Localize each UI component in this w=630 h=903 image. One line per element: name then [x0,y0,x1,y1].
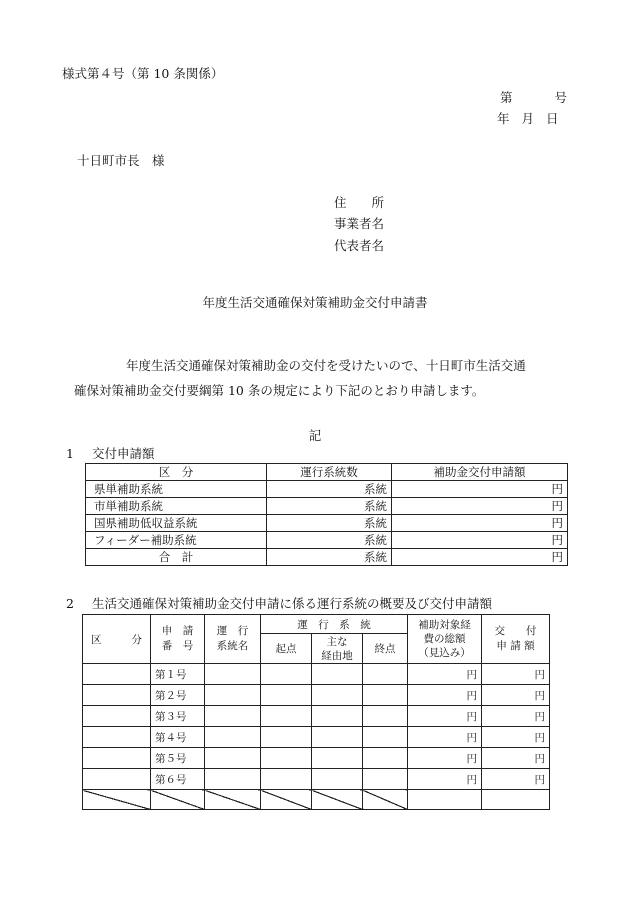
cell-cost: 円 [408,664,482,685]
number-suffix: 号 [554,90,568,105]
row-yen: 円 [392,515,568,532]
header-route-name-b: 系統名 [216,640,249,652]
header-grant-request-a: 交 付 [494,625,537,637]
route-summary-table [82,614,550,810]
header-via [312,634,363,664]
cell-category [83,748,151,769]
cell-route-name [205,769,261,790]
header-via-b: 経由地 [321,649,353,662]
cell-start [261,748,312,769]
table-row [86,481,568,498]
cell-application-no: 第６号 [151,769,205,790]
cell-end [363,664,408,685]
cell-grant: 円 [482,706,550,727]
table-row [83,769,550,790]
table-row [83,727,550,748]
total-grant-cell [482,790,550,810]
cell-start [261,664,312,685]
table-row [86,498,568,515]
cell-grant: 円 [482,727,550,748]
cell-end [363,769,408,790]
cell-application-no: 第３号 [151,706,205,727]
cell-route-name [205,727,261,748]
table-total-row [86,549,568,566]
header-application-no [151,615,205,664]
applicant-representative-label: 代表者名 [334,238,385,253]
total-unit: 系統 [267,549,392,566]
document-title: 年度生活交通確保対策補助金交付申請書 [202,295,428,310]
body-line-2: 確保対策補助金交付要綱第 10 条の規定により下記のとおり申請します。 [74,383,485,398]
ki-marker: 記 [308,428,322,443]
row-yen: 円 [392,532,568,549]
document-date [497,109,559,127]
table-row [86,515,568,532]
header-route-name [205,615,261,664]
header-eligible-cost-b: 費の総額 [423,633,466,645]
section1-number: 1 [66,446,74,461]
application-amount-table [85,463,568,566]
document-number [500,88,567,106]
cell-route-name [205,685,261,706]
cell-end [363,685,408,706]
header-start-point: 起点 [261,634,312,664]
header-category-a: 区 [91,633,102,646]
applicant-address-label: 住 所 [334,195,385,210]
cell-grant: 円 [482,769,550,790]
header-via-a: 主な [326,635,348,648]
table-diagonal-row [83,790,550,810]
cell-via [312,664,363,685]
diagonal-cell [205,790,261,810]
cell-via [312,748,363,769]
section2-heading [66,594,492,612]
cell-application-no: 第５号 [151,748,205,769]
row-unit: 系統 [267,515,392,532]
cell-category [83,706,151,727]
cell-cost: 円 [408,748,482,769]
table-header-row [83,615,550,634]
cell-start [261,769,312,790]
cell-category [83,727,151,748]
header-eligible-cost [408,615,482,664]
cell-category [83,685,151,706]
date-month: 月 [521,111,535,126]
cell-end [363,727,408,748]
body-line-1: 年度生活交通確保対策補助金の交付を受けたいので、十日町市生活交通 [126,358,526,373]
diagonal-cell [83,790,151,810]
cell-via [312,769,363,790]
cell-cost: 円 [408,769,482,790]
cell-cost: 円 [408,706,482,727]
cell-application-no: 第２号 [151,685,205,706]
cell-via [312,685,363,706]
header-eligible-cost-a: 補助対象経 [418,619,471,631]
cell-grant: 円 [482,685,550,706]
header-grant-amount: 補助金交付申請額 [392,464,568,481]
section2-title: 生活交通確保対策補助金交付申請に係る運行系統の概要及び交付申請額 [91,596,492,611]
diagonal-cell [312,790,363,810]
table-row [83,685,550,706]
total-cost-cell [408,790,482,810]
number-prefix: 第 [500,90,513,105]
header-category [83,615,151,664]
header-application-no-b: 番 号 [161,640,194,652]
header-application-no-a: 申 請 [161,625,194,637]
header-operation-route: 運 行 系 統 [261,615,408,634]
header-grant-request-b: 申 請 額 [496,640,535,652]
total-yen: 円 [392,549,568,566]
header-category: 区 分 [86,464,267,481]
diagonal-cell [363,790,408,810]
header-end-point: 終点 [363,634,408,664]
section2-number: 2 [66,596,74,611]
header-route-count: 運行系統数 [267,464,392,481]
row-label: 県単補助系統 [86,481,267,498]
header-category-b: 分 [131,633,142,646]
row-label: フィーダー補助系統 [86,532,267,549]
section1-heading [66,444,154,462]
table-row [83,706,550,727]
cell-start [261,706,312,727]
header-route-name-a: 運 行 [216,625,249,637]
section1-title: 交付申請額 [91,446,155,461]
table-row [83,664,550,685]
applicant-business-label: 事業者名 [334,216,385,231]
cell-route-name [205,748,261,769]
cell-category [83,769,151,790]
cell-start [261,685,312,706]
cell-grant: 円 [482,664,550,685]
row-label: 市単補助系統 [86,498,267,515]
cell-route-name [205,664,261,685]
cell-end [363,706,408,727]
cell-end [363,748,408,769]
row-unit: 系統 [267,532,392,549]
cell-application-no: 第１号 [151,664,205,685]
form-number: 様式第４号（第 10 条関係） [62,66,224,81]
body-text [74,353,584,403]
cell-start [261,727,312,748]
cell-cost: 円 [408,685,482,706]
row-unit: 系統 [267,481,392,498]
row-yen: 円 [392,481,568,498]
cell-via [312,706,363,727]
cell-category [83,664,151,685]
header-eligible-cost-c: （見込み） [418,647,471,659]
table-header-row [86,464,568,481]
date-day: 日 [546,111,559,126]
diagonal-cell [261,790,312,810]
cell-grant: 円 [482,748,550,769]
row-label: 国県補助低収益系統 [86,515,267,532]
addressee: 十日町市長 様 [77,153,165,168]
cell-via [312,727,363,748]
header-grant-request [482,615,550,664]
cell-application-no: 第４号 [151,727,205,748]
cell-route-name [205,706,261,727]
date-year: 年 [497,111,510,126]
row-yen: 円 [392,498,568,515]
row-unit: 系統 [267,498,392,515]
diagonal-cell [151,790,205,810]
total-label: 合 計 [86,549,267,566]
table-row [83,748,550,769]
table-row [86,532,568,549]
cell-cost: 円 [408,727,482,748]
